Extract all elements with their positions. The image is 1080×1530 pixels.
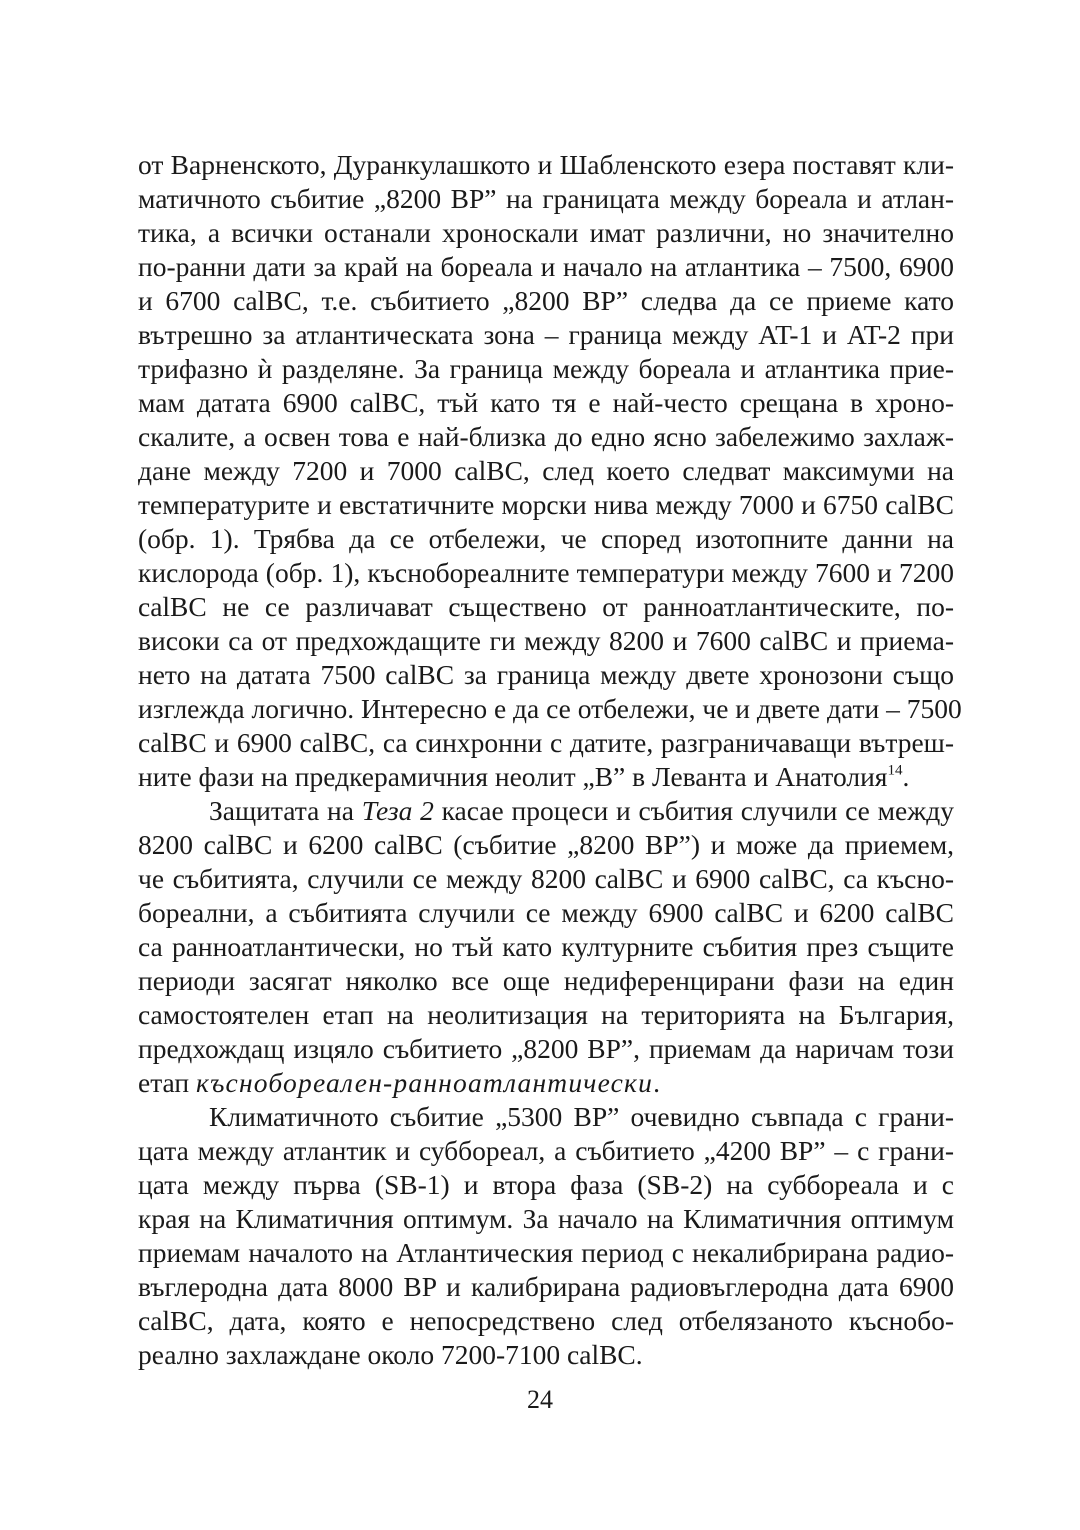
text-line: calBC, дата, която е непосредствено след отбелязаното къснобо- [138,1305,954,1336]
text-line: мам датата 6900 calBC, тъй като тя е най-често срещана в хроно- [138,387,954,418]
text-line: предхождащ изцяло събитието „8200 BP”, приемам да наричам този [138,1033,954,1064]
text-line: изглежда логично. Интересно е да се отбележи, че и двете дати – 7500 [138,693,962,724]
line-text: . [653,1067,660,1098]
text-line: тика, а всички останали хроноскали имат различни, но значително [138,217,954,248]
text-line: кислорода (обр. 1), къснобореалните температури между 7600 и 7200 [138,557,954,588]
text-line: Климатичното събитие „5300 BP” очевидно съвпада с грани- [209,1101,954,1132]
text-line: високи са от предхождащите ги между 8200 и 7600 calBC и приема- [138,625,954,656]
line-text: ните фази на предкерамичния неолит „B” в Леванта и Анатолия [138,761,888,792]
text-line: периоди засягат няколко все още недиференцирани фази на един [138,965,954,996]
text-line: реално захлаждане около 7200-7100 calBC. [138,1339,643,1370]
line-text: касае процеси и събития случили се между [433,795,954,826]
text-line: трифазно ѝ разделяне. За граница между бореала и атлантика прие- [138,353,954,384]
thesis-reference: Теза 2 [361,795,434,826]
text-line: скалите, а освен това е най-близка до едно ясно забележимо захлаж- [138,421,954,452]
text-line: самостоятелен етап на неолитизация на територията на България, [138,999,954,1030]
text-line: дане между 7200 и 7000 calBC, след което следват максимуми на [138,455,954,486]
text-line [209,794,954,828]
line-text: етап [138,1067,196,1098]
stage-term: къснобореален-ранноатлантически [196,1067,654,1098]
text-line: от Варненското, Дуранкулашкото и Шабленското езера поставят кли- [138,149,954,180]
text-line: матичното събитие „8200 BP” на границата между бореала и атлан- [138,183,954,214]
text-line: въглеродна дата 8000 BP и калибрирана радиовъглеродна дата 6900 [138,1271,954,1302]
text-line: (обр. 1). Трябва да се отбележи, че според изотопните данни на [138,523,954,554]
text-line: calBC и 6900 calBC, са синхронни с датите, разграничаващи вътреш- [138,727,954,758]
text-line: цата между атлантик и суббореал, а събитието „4200 BP” – с грани- [138,1135,954,1166]
text-line: че събитията, случили се между 8200 calBC и 6900 calBC, са късно- [138,863,954,894]
text-line: приемам началото на Атлантическия период с некалибрирана радио- [138,1237,954,1268]
text-line: температурите и евстатичните морски нива между 7000 и 6750 calBC [138,489,954,520]
text-line: бореални, а събитията случили се между 6900 calBC и 6200 calBC [138,897,954,928]
text-line: 8200 calBC и 6200 calBC (събитие „8200 BP”) и може да приемем, [138,829,954,860]
page-number: 24 [527,1385,553,1414]
footnote-reference[interactable]: 14 [887,762,903,779]
text-line [138,760,954,794]
text-line: нето на датата 7500 calBC за граница между двете хронозони също [138,659,954,690]
text-line: вътрешно за атлантическата зона – граница между AT-1 и AT-2 при [138,319,954,350]
text-line: calBC не се различават съществено от ранноатлантическите, по- [138,591,954,622]
text-line: и 6700 calBC, т.е. събитието „8200 BP” следва да се приеме като [138,285,954,316]
line-text: . [902,761,910,792]
line-text: Защитата на [209,795,362,826]
text-line [138,1066,954,1100]
text-line: по-ранни дати за край на бореала и начало на атлантика – 7500, 6900 [138,251,954,282]
text-line: края на Климатичния оптимум. За начало на Климатичния оптимум [138,1203,954,1234]
text-line: са ранноатлантически, но тъй като културните събития през същите [138,931,954,962]
text-line: цата между първа (SB-1) и втора фаза (SB-2) на суббореала и с [138,1169,954,1200]
